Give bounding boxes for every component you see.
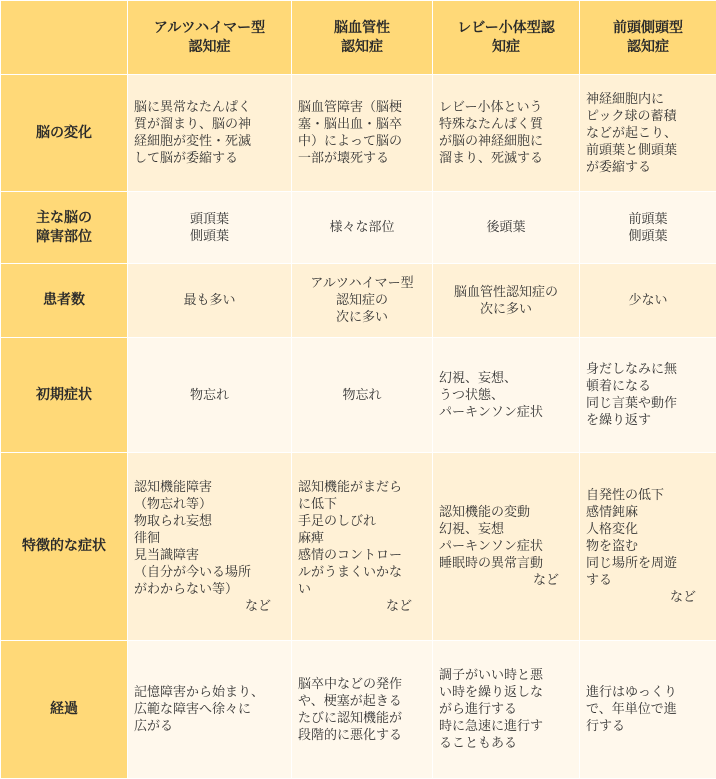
row-patient-count <box>1 264 716 338</box>
cell-line: 認知機能がまだら <box>298 479 426 496</box>
row-header-characteristic-symptoms: 特徴的な症状 <box>1 453 128 641</box>
cell-progression-lewy-body <box>433 641 580 779</box>
cell-line: ピック球の蓄積 <box>586 108 710 125</box>
cell-line: 脳血管障害（脳梗 <box>298 99 426 116</box>
cell-early-symptoms-lewy-body <box>433 338 580 453</box>
cell-line: 感情鈍麻 <box>586 504 710 521</box>
cell-line: 脳血管性認知症の <box>439 284 573 301</box>
cell-line: など <box>134 598 285 615</box>
cell-line: ルがうまくいかな <box>298 564 426 581</box>
cell-line: パーキンソン症状 <box>439 538 573 555</box>
column-header-lewy-body: レビー小体型認 知症 <box>433 1 580 75</box>
cell-line: などが起こり、 <box>586 125 710 142</box>
cell-line: 見当識障害 <box>134 547 285 564</box>
cell-line: して脳が委縮する <box>134 150 285 167</box>
cell-patient-count-alzheimers <box>128 264 292 338</box>
cell-damaged-region-frontotemporal <box>580 192 716 264</box>
cell-line: 認知機能障害 <box>134 479 285 496</box>
row-header-progression: 経過 <box>1 641 128 779</box>
cell-line: 少ない <box>586 292 710 309</box>
cell-line: がわからない等） <box>134 581 285 598</box>
cell-brain-change-lewy-body <box>433 75 580 192</box>
cell-line: 認知機能の変動 <box>439 504 573 521</box>
cell-characteristic-symptoms-lewy-body <box>433 453 580 641</box>
cell-line: 溜まり、死滅する <box>439 150 573 167</box>
cell-line: に低下 <box>298 496 426 513</box>
cell-line: 前頭葉と側頭葉 <box>586 142 710 159</box>
cell-line: 特殊なたんぱく質 <box>439 116 573 133</box>
cell-line: 段階的に悪化する <box>298 727 426 744</box>
cell-patient-count-lewy-body <box>433 264 580 338</box>
cell-line: 幻視、妄想、 <box>439 370 573 387</box>
cell-line: 一部が壊死する <box>298 150 426 167</box>
row-characteristic-symptoms <box>1 453 716 641</box>
cell-line: が委縮する <box>586 159 710 176</box>
cell-line: 塞・脳出血・脳卒 <box>298 116 426 133</box>
cell-line: 後頭葉 <box>439 219 573 236</box>
cell-early-symptoms-alzheimers <box>128 338 292 453</box>
corner-cell <box>1 1 128 75</box>
cell-line: で、年単位で進 <box>586 701 710 718</box>
cell-line: 経細胞が変性・死滅 <box>134 133 285 150</box>
cell-line: 感情のコントロー <box>298 547 426 564</box>
cell-line: など <box>586 589 710 606</box>
cell-line: 幻視、妄想 <box>439 521 573 538</box>
cell-line: 広がる <box>134 718 285 735</box>
cell-line: パーキンソン症状 <box>439 404 573 421</box>
cell-line: 人格変化 <box>586 521 710 538</box>
cell-progression-frontotemporal <box>580 641 716 779</box>
cell-brain-change-frontotemporal <box>580 75 716 192</box>
cell-line: 脳に異常なたんぱく <box>134 99 285 116</box>
column-header-frontotemporal: 前頭側頭型 認知症 <box>580 1 716 75</box>
cell-line: ることもある <box>439 735 573 752</box>
cell-line: 同じ場所を周遊 <box>586 555 710 572</box>
cell-line: 物を盗む <box>586 538 710 555</box>
cell-line: など <box>439 572 573 589</box>
cell-line: 神経細胞内に <box>586 91 710 108</box>
cell-line: や、梗塞が起きる <box>298 693 426 710</box>
cell-line: 広範な障害へ徐々に <box>134 701 285 718</box>
cell-progression-vascular <box>292 641 433 779</box>
cell-line: 同じ言葉や動作 <box>586 395 710 412</box>
cell-line: 麻痺 <box>298 530 426 547</box>
cell-line: 行する <box>586 718 710 735</box>
cell-line: 次に多い <box>298 309 426 326</box>
cell-line: 頭頂葉 <box>134 211 285 228</box>
cell-line: など <box>298 598 426 615</box>
cell-line: 記憶障害から始まり、 <box>134 684 285 701</box>
row-damaged-region <box>1 192 716 264</box>
cell-line: たびに認知機能が <box>298 710 426 727</box>
cell-line: 様々な部位 <box>298 219 426 236</box>
cell-line: 物忘れ <box>134 387 285 404</box>
cell-early-symptoms-vascular <box>292 338 433 453</box>
cell-line: 身だしなみに無 <box>586 361 710 378</box>
cell-line: 物取られ妄想 <box>134 513 285 530</box>
cell-line: 睡眠時の異常言動 <box>439 555 573 572</box>
row-brain-change <box>1 75 716 192</box>
cell-line: （自分が今いる場所 <box>134 564 285 581</box>
cell-line: い <box>298 581 426 598</box>
cell-line: 質が溜まり、脳の神 <box>134 116 285 133</box>
row-header-patient-count: 患者数 <box>1 264 128 338</box>
cell-line: 調子がいい時と悪 <box>439 667 573 684</box>
cell-line: アルツハイマー型 <box>298 275 426 292</box>
cell-line: 時に急速に進行す <box>439 718 573 735</box>
cell-brain-change-alzheimers <box>128 75 292 192</box>
cell-line: 最も多い <box>134 292 285 309</box>
cell-line: 手足のしびれ <box>298 513 426 530</box>
cell-line: 次に多い <box>439 301 573 318</box>
header-row <box>1 1 716 75</box>
cell-progression-alzheimers <box>128 641 292 779</box>
cell-patient-count-frontotemporal <box>580 264 716 338</box>
column-header-vascular: 脳血管性 認知症 <box>292 1 433 75</box>
row-header-early-symptoms: 初期症状 <box>1 338 128 453</box>
cell-line: い時を繰り返しな <box>439 684 573 701</box>
cell-line: うつ状態、 <box>439 387 573 404</box>
cell-damaged-region-lewy-body <box>433 192 580 264</box>
cell-characteristic-symptoms-alzheimers <box>128 453 292 641</box>
cell-line: 側頭葉 <box>586 228 710 245</box>
column-header-alzheimers: アルツハイマー型 認知症 <box>128 1 292 75</box>
cell-line: を繰り返す <box>586 412 710 429</box>
cell-line: 進行はゆっくり <box>586 684 710 701</box>
cell-line: 認知症の <box>298 292 426 309</box>
row-header-brain-change: 脳の変化 <box>1 75 128 192</box>
cell-line: （物忘れ等） <box>134 496 285 513</box>
cell-damaged-region-alzheimers <box>128 192 292 264</box>
row-header-damaged-region: 主な脳の 障害部位 <box>1 192 128 264</box>
row-early-symptoms <box>1 338 716 453</box>
cell-line: レビー小体という <box>439 99 573 116</box>
cell-early-symptoms-frontotemporal <box>580 338 716 453</box>
cell-line: 物忘れ <box>298 387 426 404</box>
cell-line: 中）によって脳の <box>298 133 426 150</box>
cell-line: する <box>586 572 710 589</box>
cell-brain-change-vascular <box>292 75 433 192</box>
cell-line: 徘徊 <box>134 530 285 547</box>
cell-damaged-region-vascular <box>292 192 433 264</box>
row-progression <box>1 641 716 779</box>
cell-line: が脳の神経細胞に <box>439 133 573 150</box>
cell-line: 側頭葉 <box>134 228 285 245</box>
cell-characteristic-symptoms-vascular <box>292 453 433 641</box>
cell-line: がら進行する <box>439 701 573 718</box>
cell-characteristic-symptoms-frontotemporal <box>580 453 716 641</box>
cell-line: 頓着になる <box>586 378 710 395</box>
cell-line: 自発性の低下 <box>586 487 710 504</box>
cell-line: 前頭葉 <box>586 211 710 228</box>
cell-patient-count-vascular <box>292 264 433 338</box>
cell-line: 脳卒中などの発作 <box>298 676 426 693</box>
